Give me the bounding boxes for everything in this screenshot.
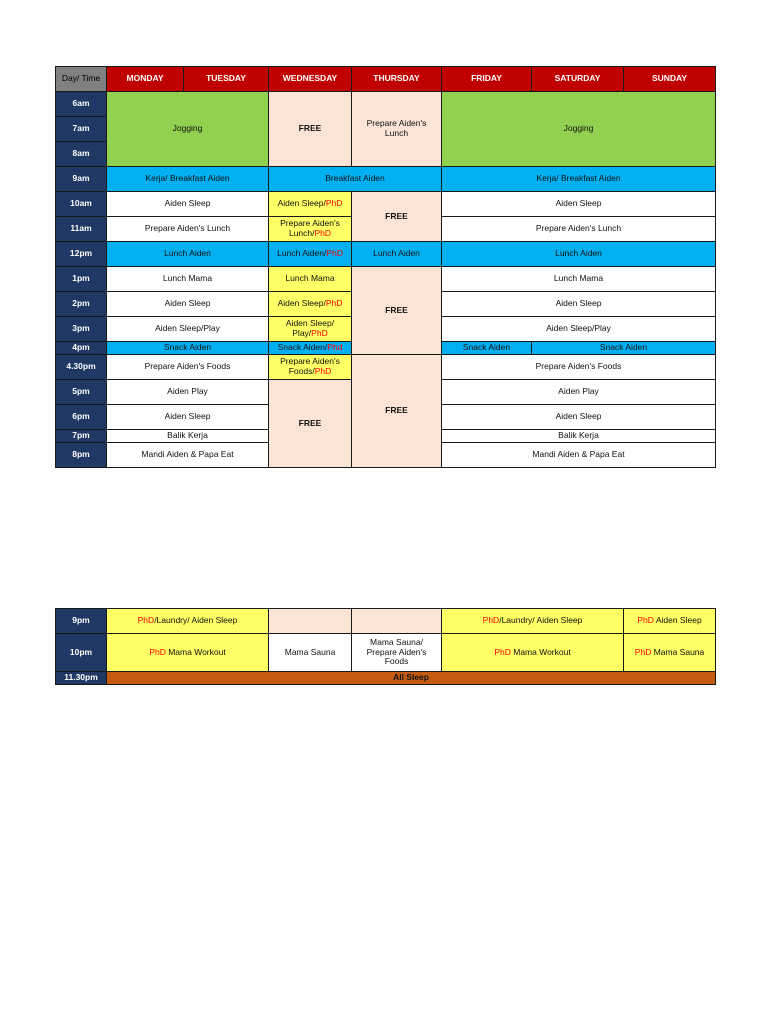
free-thu-evening: FREE — [352, 355, 442, 468]
phd-mama-sauna-sun — [624, 634, 716, 672]
prepare-lunch-mon-tue: Prepare Aiden's Lunch — [107, 217, 269, 242]
day-time-header: Day/ Time — [56, 67, 107, 92]
prepare-foods-phd-wed — [269, 355, 352, 380]
prepare-lunch-fri-sun: Prepare Aiden's Lunch — [442, 217, 716, 242]
free-wed-evening: FREE — [269, 380, 352, 468]
time-cell: 4pm — [56, 342, 107, 355]
aiden-sleep-phd-wed — [269, 192, 352, 217]
row-10am — [56, 192, 716, 217]
day-header-saturday: SATURDAY — [532, 67, 624, 92]
evening-schedule-table — [55, 608, 716, 685]
free-thu-afternoon: FREE — [352, 267, 442, 355]
row-9pm — [56, 609, 716, 634]
time-cell: 10pm — [56, 634, 107, 672]
cell-text: Lunch Aiden/ — [277, 248, 327, 259]
row-10pm — [56, 634, 716, 672]
snack-aiden-mon-tue: Snack Aiden — [107, 342, 269, 355]
cell-text: Mama Workout — [165, 646, 226, 657]
jogging-fri-sun: Jogging — [442, 92, 716, 167]
time-cell: 1pm — [56, 267, 107, 292]
cell-text: Prepare Aiden's Lunch/ — [280, 218, 340, 238]
phd-label: PhD — [634, 646, 652, 657]
cell-text: Aiden Sleep — [277, 198, 324, 209]
time-cell: 11am — [56, 217, 107, 242]
phd-label: PhD — [314, 228, 332, 238]
empty-thu-9pm — [352, 609, 442, 634]
snack-aiden-fri-sun: Snack Aiden — [532, 342, 716, 355]
cell-text: Prepare Aiden's Foods/ — [280, 356, 340, 376]
cell-text: Mama Sauna — [651, 646, 705, 657]
time-cell: 5pm — [56, 380, 107, 405]
row-1pm — [56, 267, 716, 292]
mama-sauna-wed: Mama Sauna — [269, 634, 352, 672]
time-cell: 2pm — [56, 292, 107, 317]
breakfast-wed-thu: Breakfast Aiden — [269, 167, 442, 192]
day-header-monday: MONDAY — [107, 67, 184, 92]
phd-mama-workout-mon-tue — [107, 634, 269, 672]
day-header-friday: FRIDAY — [442, 67, 532, 92]
cell-text: Snack Aiden/ — [277, 342, 328, 353]
aiden-sleep-mon-tue: Aiden Sleep — [107, 192, 269, 217]
balik-kerja-fri-sun: Balik Kerja — [442, 430, 716, 443]
phd-mama-workout-fri-sat — [442, 634, 624, 672]
snack-aiden-thu: Snack Aiden — [442, 342, 532, 355]
time-cell: 7am — [56, 117, 107, 142]
aiden-sleep-play-fri-sun: Aiden Sleep/Play — [442, 317, 716, 342]
phd-laundry-mon-tue — [107, 609, 269, 634]
kerja-breakfast-fri-sun: Kerja/ Breakfast Aiden — [442, 167, 716, 192]
cell-text: Mama Workout — [510, 646, 571, 657]
cell-text: /Laundry/ Aiden Sleep — [499, 615, 583, 626]
aiden-sleep-play-phd-wed — [269, 317, 352, 342]
lunch-mama-mon-tue: Lunch Mama — [107, 267, 269, 292]
aiden-sleep-mon-tue: Aiden Sleep — [107, 292, 269, 317]
mandi-mon-tue: Mandi Aiden & Papa Eat — [107, 443, 269, 468]
free-wed-morning: FREE — [269, 92, 352, 167]
row-430pm — [56, 355, 716, 380]
phd-aiden-sleep-sun — [624, 609, 716, 634]
time-cell: 8am — [56, 142, 107, 167]
time-cell: 6am — [56, 92, 107, 117]
phd-label: Phd — [327, 342, 343, 353]
lunch-aiden-phd-wed — [269, 242, 352, 267]
balik-kerja-mon-tue: Balik Kerja — [107, 430, 269, 443]
cell-text: Aiden Sleep — [653, 615, 702, 626]
phd-laundry-fri-sat — [442, 609, 624, 634]
cell-text: /Laundry/ Aiden Sleep — [154, 615, 238, 626]
jogging-mon-tue: Jogging — [107, 92, 269, 167]
aiden-sleep-play-mon-tue: Aiden Sleep/Play — [107, 317, 269, 342]
all-sleep-row: All Sleep — [107, 672, 716, 685]
time-cell: 11.30pm — [56, 672, 107, 685]
aiden-sleep-fri-sun: Aiden Sleep — [442, 405, 716, 430]
phd-label: PhD — [637, 615, 654, 626]
mama-sauna-prepare-foods-thu: Mama Sauna/ Prepare Aiden's Foods — [352, 634, 442, 672]
phd-label: PhD — [325, 198, 343, 209]
phd-label: PhD — [314, 366, 332, 376]
prepare-foods-fri-sun: Prepare Aiden's Foods — [442, 355, 716, 380]
empty-wed-9pm — [269, 609, 352, 634]
day-header-thursday: THURSDAY — [352, 67, 442, 92]
mandi-fri-sun: Mandi Aiden & Papa Eat — [442, 443, 716, 468]
header-row — [56, 67, 716, 92]
row-9am — [56, 167, 716, 192]
day-header-sunday: SUNDAY — [624, 67, 716, 92]
day-header-wednesday: WEDNESDAY — [269, 67, 352, 92]
aiden-sleep-mon-tue: Aiden Sleep — [107, 405, 269, 430]
cell-text: Aiden Sleep — [277, 298, 324, 309]
phd-label: PhD — [326, 248, 343, 259]
time-cell: 7pm — [56, 430, 107, 443]
row-1130pm — [56, 672, 716, 685]
time-cell: 9pm — [56, 609, 107, 634]
phd-label: PhD — [494, 646, 511, 657]
row-12pm — [56, 242, 716, 267]
prepare-lunch-phd-wed — [269, 217, 352, 242]
lunch-aiden-fri-sun: Lunch Aiden — [442, 242, 716, 267]
prepare-lunch-thu: Prepare Aiden's Lunch — [352, 92, 442, 167]
aiden-sleep-phd-wed — [269, 292, 352, 317]
time-cell: 9am — [56, 167, 107, 192]
time-cell: 6pm — [56, 405, 107, 430]
snack-aiden-phd-wed — [269, 342, 352, 355]
prepare-foods-mon-tue: Prepare Aiden's Foods — [107, 355, 269, 380]
time-cell: 10am — [56, 192, 107, 217]
row-6am — [56, 92, 716, 117]
aiden-sleep-fri-sun: Aiden Sleep — [442, 292, 716, 317]
lunch-mama-fri-sun: Lunch Mama — [442, 267, 716, 292]
time-cell: 8pm — [56, 443, 107, 468]
cell-text: / — [323, 298, 326, 309]
lunch-aiden-mon-tue: Lunch Aiden — [107, 242, 269, 267]
cell-text: Aiden Sleep/ Play/ — [285, 318, 335, 338]
phd-label: PhD — [137, 615, 155, 626]
lunch-mama-wed: Lunch Mama — [269, 267, 352, 292]
phd-label: PhD — [311, 328, 328, 338]
time-cell: 4.30pm — [56, 355, 107, 380]
time-cell: 12pm — [56, 242, 107, 267]
time-cell: 3pm — [56, 317, 107, 342]
phd-label: PhD — [325, 298, 343, 309]
weekly-schedule-table — [55, 66, 716, 468]
cell-text: / — [323, 198, 326, 209]
aiden-sleep-fri-sun: Aiden Sleep — [442, 192, 716, 217]
lunch-aiden-thu: Lunch Aiden — [352, 242, 442, 267]
day-header-tuesday: TUESDAY — [184, 67, 269, 92]
phd-label: PhD — [482, 615, 500, 626]
phd-label: PhD — [149, 646, 166, 657]
aiden-play-mon-tue: Aiden Play — [107, 380, 269, 405]
free-thu-late-morning: FREE — [352, 192, 442, 242]
kerja-breakfast-mon-tue: Kerja/ Breakfast Aiden — [107, 167, 269, 192]
aiden-play-fri-sun: Aiden Play — [442, 380, 716, 405]
